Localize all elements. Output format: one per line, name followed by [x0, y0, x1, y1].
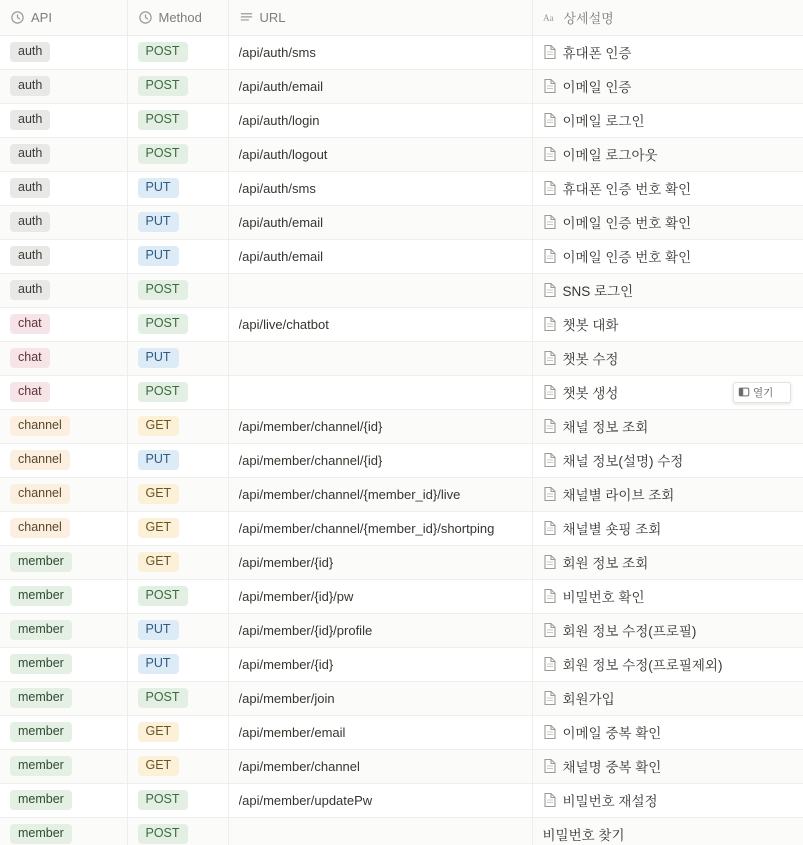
- cell-url[interactable]: [228, 477, 532, 511]
- description-text: 이메일 인증 번호 확인: [562, 250, 692, 265]
- cell-description[interactable]: [532, 443, 803, 477]
- api-tag: auth: [10, 178, 50, 198]
- url-text: /api/member/{id}/profile: [238, 622, 373, 638]
- cell-api[interactable]: [0, 749, 127, 783]
- cell-method[interactable]: [127, 477, 228, 511]
- table-row[interactable]: [0, 375, 803, 409]
- column-header-api[interactable]: [0, 0, 127, 35]
- cell-url[interactable]: [228, 647, 532, 681]
- table-row[interactable]: [0, 239, 803, 273]
- cell-method[interactable]: [127, 783, 228, 817]
- cell-description[interactable]: [532, 239, 803, 273]
- api-tag: member: [10, 552, 72, 572]
- method-tag: PUT: [138, 178, 179, 198]
- cell-description[interactable]: [532, 35, 803, 69]
- table-row[interactable]: [0, 477, 803, 511]
- cell-description[interactable]: [532, 511, 803, 545]
- page-document-icon: [543, 690, 557, 706]
- cell-url[interactable]: [228, 137, 532, 171]
- method-tag: POST: [138, 280, 188, 300]
- cell-method[interactable]: [127, 307, 228, 341]
- cell-api[interactable]: [0, 545, 127, 579]
- cell-description[interactable]: [532, 749, 803, 783]
- cell-description[interactable]: [532, 205, 803, 239]
- cell-api[interactable]: [0, 307, 127, 341]
- text-lines-icon: [239, 10, 254, 25]
- table-row[interactable]: [0, 783, 803, 817]
- page-document-icon: [543, 724, 557, 740]
- api-tag: channel: [10, 450, 70, 470]
- description-text: SNS 로그인: [562, 284, 634, 299]
- description-text: 이메일 중복 확인: [562, 726, 662, 741]
- page-document-icon: [543, 146, 557, 162]
- cell-description[interactable]: [532, 171, 803, 205]
- description-text: 휴대폰 인증: [562, 46, 632, 61]
- api-tag: chat: [10, 382, 50, 402]
- api-tag: channel: [10, 484, 70, 504]
- page-document-icon: [543, 622, 557, 638]
- column-header-method[interactable]: [127, 0, 228, 35]
- description-text: 챗봇 수정: [562, 352, 619, 367]
- url-text: /api/member/{id}: [238, 656, 334, 672]
- method-tag: PUT: [138, 212, 179, 232]
- table-row[interactable]: [0, 137, 803, 171]
- column-header-api-label: API: [31, 9, 52, 25]
- cell-url[interactable]: [228, 273, 532, 307]
- method-tag: GET: [138, 484, 180, 504]
- cell-api[interactable]: [0, 137, 127, 171]
- cell-description[interactable]: [532, 545, 803, 579]
- cell-api[interactable]: [0, 103, 127, 137]
- page-document-icon: [543, 112, 557, 128]
- page-document-icon: [543, 656, 557, 672]
- api-tag: member: [10, 790, 72, 810]
- page-document-icon: [543, 350, 557, 366]
- url-text: /api/member/{id}: [238, 554, 334, 570]
- cell-method[interactable]: [127, 545, 228, 579]
- cell-api[interactable]: [0, 715, 127, 749]
- url-text: /api/auth/email: [238, 214, 324, 230]
- cell-method[interactable]: [127, 409, 228, 443]
- cell-url[interactable]: [228, 783, 532, 817]
- table-row[interactable]: [0, 613, 803, 647]
- cell-api[interactable]: [0, 239, 127, 273]
- api-tag: channel: [10, 416, 70, 436]
- cell-method[interactable]: [127, 443, 228, 477]
- cell-method[interactable]: [127, 35, 228, 69]
- table-row[interactable]: [0, 443, 803, 477]
- description-text: 비밀번호 재설정: [562, 794, 658, 809]
- cell-url[interactable]: [228, 307, 532, 341]
- cell-method[interactable]: [127, 715, 228, 749]
- open-panel-icon: [738, 386, 750, 398]
- method-tag: PUT: [138, 654, 179, 674]
- api-tag: auth: [10, 110, 50, 130]
- description-text: 회원가입: [562, 692, 615, 707]
- method-tag: POST: [138, 688, 188, 708]
- url-text: /api/member/channel/{id}: [238, 418, 383, 434]
- method-tag: POST: [138, 382, 188, 402]
- method-tag: POST: [138, 314, 188, 334]
- description-text: 비밀번호 확인: [562, 590, 645, 605]
- cell-url[interactable]: [228, 409, 532, 443]
- table-body: [0, 35, 803, 845]
- description-text: 회원 정보 수정(프로필제외): [562, 658, 723, 673]
- cell-api[interactable]: [0, 375, 127, 409]
- cell-api[interactable]: [0, 205, 127, 239]
- page-document-icon: [543, 554, 557, 570]
- column-header-url-label: URL: [259, 9, 286, 25]
- table-row[interactable]: [0, 171, 803, 205]
- svg-text:Aa: Aa: [542, 12, 554, 23]
- page-document-icon: [543, 758, 557, 774]
- api-tag: auth: [10, 42, 50, 62]
- method-tag: POST: [138, 586, 188, 606]
- page-document-icon: [543, 282, 557, 298]
- cell-url[interactable]: [228, 171, 532, 205]
- cell-api[interactable]: [0, 443, 127, 477]
- method-tag: GET: [138, 416, 180, 436]
- url-text: /api/member/channel/{member_id}/live: [238, 486, 461, 502]
- cell-description[interactable]: [532, 613, 803, 647]
- url-text: /api/member/updatePw: [238, 792, 373, 808]
- cell-url[interactable]: [228, 511, 532, 545]
- description-text: 이메일 인증: [562, 80, 632, 95]
- cell-description[interactable]: [532, 273, 803, 307]
- cell-method[interactable]: [127, 273, 228, 307]
- description-text: 채널 정보(설명) 수정: [562, 454, 684, 469]
- cell-description[interactable]: [532, 103, 803, 137]
- table-row[interactable]: [0, 307, 803, 341]
- table-row[interactable]: [0, 409, 803, 443]
- url-text: /api/member/channel: [238, 758, 360, 774]
- table-row[interactable]: [0, 35, 803, 69]
- cell-description[interactable]: [532, 579, 803, 613]
- cell-description[interactable]: [532, 477, 803, 511]
- table-row[interactable]: [0, 647, 803, 681]
- cell-api[interactable]: [0, 477, 127, 511]
- cell-description[interactable]: [532, 783, 803, 817]
- page-document-icon: [543, 792, 557, 808]
- open-page-button-label: 열기: [753, 386, 774, 399]
- method-tag: PUT: [138, 620, 179, 640]
- table-row[interactable]: [0, 749, 803, 783]
- description-text: 이메일 인증 번호 확인: [562, 216, 692, 231]
- cell-method[interactable]: [127, 579, 228, 613]
- description-text: 비밀번호 찾기: [542, 828, 625, 843]
- cell-api[interactable]: [0, 613, 127, 647]
- url-text: /api/member/email: [238, 724, 346, 740]
- api-tag: chat: [10, 314, 50, 334]
- cell-description[interactable]: [532, 137, 803, 171]
- cell-method[interactable]: [127, 511, 228, 545]
- url-text: /api/member/channel/{id}: [238, 452, 383, 468]
- cell-method[interactable]: [127, 69, 228, 103]
- cell-url[interactable]: [228, 239, 532, 273]
- cell-method[interactable]: [127, 205, 228, 239]
- method-tag: POST: [138, 76, 188, 96]
- description-text: 휴대폰 인증 번호 확인: [562, 182, 692, 197]
- method-tag: POST: [138, 110, 188, 130]
- table-row[interactable]: [0, 205, 803, 239]
- description-text: 채널별 숏핑 조회: [562, 522, 662, 537]
- url-text: /api/member/channel/{member_id}/shortping: [238, 520, 495, 536]
- table-row[interactable]: [0, 511, 803, 545]
- table-row[interactable]: [0, 715, 803, 749]
- table-row[interactable]: [0, 579, 803, 613]
- cell-url[interactable]: [228, 443, 532, 477]
- column-header-url[interactable]: [228, 0, 532, 35]
- cell-url[interactable]: [228, 613, 532, 647]
- cell-method[interactable]: [127, 171, 228, 205]
- table-row[interactable]: [0, 681, 803, 715]
- cell-method[interactable]: [127, 137, 228, 171]
- cell-method[interactable]: [127, 239, 228, 273]
- page-document-icon: [543, 520, 557, 536]
- description-text: 이메일 로그인: [562, 114, 645, 129]
- aa-text-icon: [543, 10, 558, 25]
- cell-api[interactable]: [0, 783, 127, 817]
- description-text: 채널 정보 조회: [562, 420, 649, 435]
- page-document-icon: [543, 44, 557, 60]
- clock-icon: [10, 10, 25, 25]
- table-row[interactable]: [0, 817, 803, 845]
- cell-url[interactable]: [228, 375, 532, 409]
- cell-description[interactable]: [532, 715, 803, 749]
- cell-api[interactable]: [0, 511, 127, 545]
- cell-api[interactable]: [0, 579, 127, 613]
- api-tag: member: [10, 620, 72, 640]
- cell-method[interactable]: [127, 103, 228, 137]
- method-tag: POST: [138, 42, 188, 62]
- cell-url[interactable]: [228, 715, 532, 749]
- cell-description[interactable]: [532, 647, 803, 681]
- cell-url[interactable]: [228, 341, 532, 375]
- cell-description[interactable]: [532, 307, 803, 341]
- api-tag: member: [10, 688, 72, 708]
- description-text: 회원 정보 조회: [562, 556, 649, 571]
- table-row[interactable]: [0, 69, 803, 103]
- cell-url[interactable]: [228, 545, 532, 579]
- url-text: /api/auth/login: [238, 112, 320, 128]
- cell-description[interactable]: [532, 69, 803, 103]
- api-tag: auth: [10, 144, 50, 164]
- description-text: 채널별 라이브 조회: [562, 488, 675, 503]
- method-tag: POST: [138, 824, 188, 844]
- column-header-method-label: Method: [158, 9, 202, 25]
- table-row[interactable]: [0, 341, 803, 375]
- cell-method[interactable]: [127, 613, 228, 647]
- page-document-icon: [543, 316, 557, 332]
- description-text: 이메일 로그아웃: [562, 148, 658, 163]
- cell-api[interactable]: [0, 273, 127, 307]
- api-tag: member: [10, 654, 72, 674]
- cell-description[interactable]: [532, 681, 803, 715]
- api-tag: chat: [10, 348, 50, 368]
- table-row[interactable]: [0, 273, 803, 307]
- page-document-icon: [543, 214, 557, 230]
- method-tag: POST: [138, 144, 188, 164]
- url-text: /api/auth/email: [238, 248, 324, 264]
- cell-api[interactable]: [0, 817, 127, 845]
- cell-url[interactable]: [228, 205, 532, 239]
- cell-method[interactable]: [127, 341, 228, 375]
- open-page-button[interactable]: [733, 382, 791, 403]
- cell-url[interactable]: [228, 69, 532, 103]
- page-document-icon: [543, 384, 557, 400]
- cell-api[interactable]: [0, 681, 127, 715]
- api-tag: member: [10, 824, 72, 844]
- description-text: 챗봇 대화: [562, 318, 619, 333]
- description-text: 챗봇 생성: [562, 386, 619, 401]
- method-tag: GET: [138, 756, 180, 776]
- cell-api[interactable]: [0, 171, 127, 205]
- api-tag: auth: [10, 212, 50, 232]
- cell-url[interactable]: [228, 681, 532, 715]
- column-header-description-label: 상세설명: [563, 10, 614, 26]
- cell-method[interactable]: [127, 817, 228, 845]
- url-text: /api/live/chatbot: [238, 316, 329, 332]
- api-tag: auth: [10, 280, 50, 300]
- page-document-icon: [543, 588, 557, 604]
- cell-api[interactable]: [0, 35, 127, 69]
- cell-description[interactable]: [532, 817, 803, 845]
- method-tag: PUT: [138, 246, 179, 266]
- api-tag: member: [10, 722, 72, 742]
- api-tag: member: [10, 586, 72, 606]
- description-text: 회원 정보 수정(프로필): [562, 624, 697, 639]
- page-document-icon: [543, 486, 557, 502]
- url-text: /api/member/{id}/pw: [238, 588, 354, 604]
- cell-url[interactable]: [228, 749, 532, 783]
- api-tag: member: [10, 756, 72, 776]
- cell-description[interactable]: [532, 409, 803, 443]
- url-text: /api/auth/logout: [238, 146, 328, 162]
- method-tag: GET: [138, 722, 180, 742]
- page-document-icon: [543, 248, 557, 264]
- method-tag: POST: [138, 790, 188, 810]
- method-tag: GET: [138, 552, 180, 572]
- page-document-icon: [543, 180, 557, 196]
- cell-url[interactable]: [228, 35, 532, 69]
- clock-icon: [138, 10, 153, 25]
- table-row[interactable]: [0, 545, 803, 579]
- api-tag: channel: [10, 518, 70, 538]
- cell-api[interactable]: [0, 341, 127, 375]
- cell-method[interactable]: [127, 681, 228, 715]
- cell-url[interactable]: [228, 579, 532, 613]
- api-tag: auth: [10, 76, 50, 96]
- column-header-description[interactable]: [532, 0, 803, 35]
- url-text: /api/auth/sms: [238, 180, 316, 196]
- api-tag: auth: [10, 246, 50, 266]
- cell-method[interactable]: [127, 749, 228, 783]
- cell-api[interactable]: [0, 647, 127, 681]
- method-tag: PUT: [138, 348, 179, 368]
- table-row[interactable]: [0, 103, 803, 137]
- method-tag: GET: [138, 518, 180, 538]
- url-text: /api/auth/sms: [238, 44, 316, 60]
- cell-method[interactable]: [127, 647, 228, 681]
- cell-url[interactable]: [228, 817, 532, 845]
- page-document-icon: [543, 418, 557, 434]
- table-header: [0, 0, 803, 35]
- cell-url[interactable]: [228, 103, 532, 137]
- cell-api[interactable]: [0, 409, 127, 443]
- page-document-icon: [543, 78, 557, 94]
- url-text: /api/member/join: [238, 690, 335, 706]
- cell-api[interactable]: [0, 69, 127, 103]
- cell-description[interactable]: [532, 341, 803, 375]
- description-text: 채널명 중복 확인: [562, 760, 662, 775]
- method-tag: PUT: [138, 450, 179, 470]
- cell-method[interactable]: [127, 375, 228, 409]
- url-text: /api/auth/email: [238, 78, 324, 94]
- page-document-icon: [543, 452, 557, 468]
- table-header-row: [0, 0, 803, 35]
